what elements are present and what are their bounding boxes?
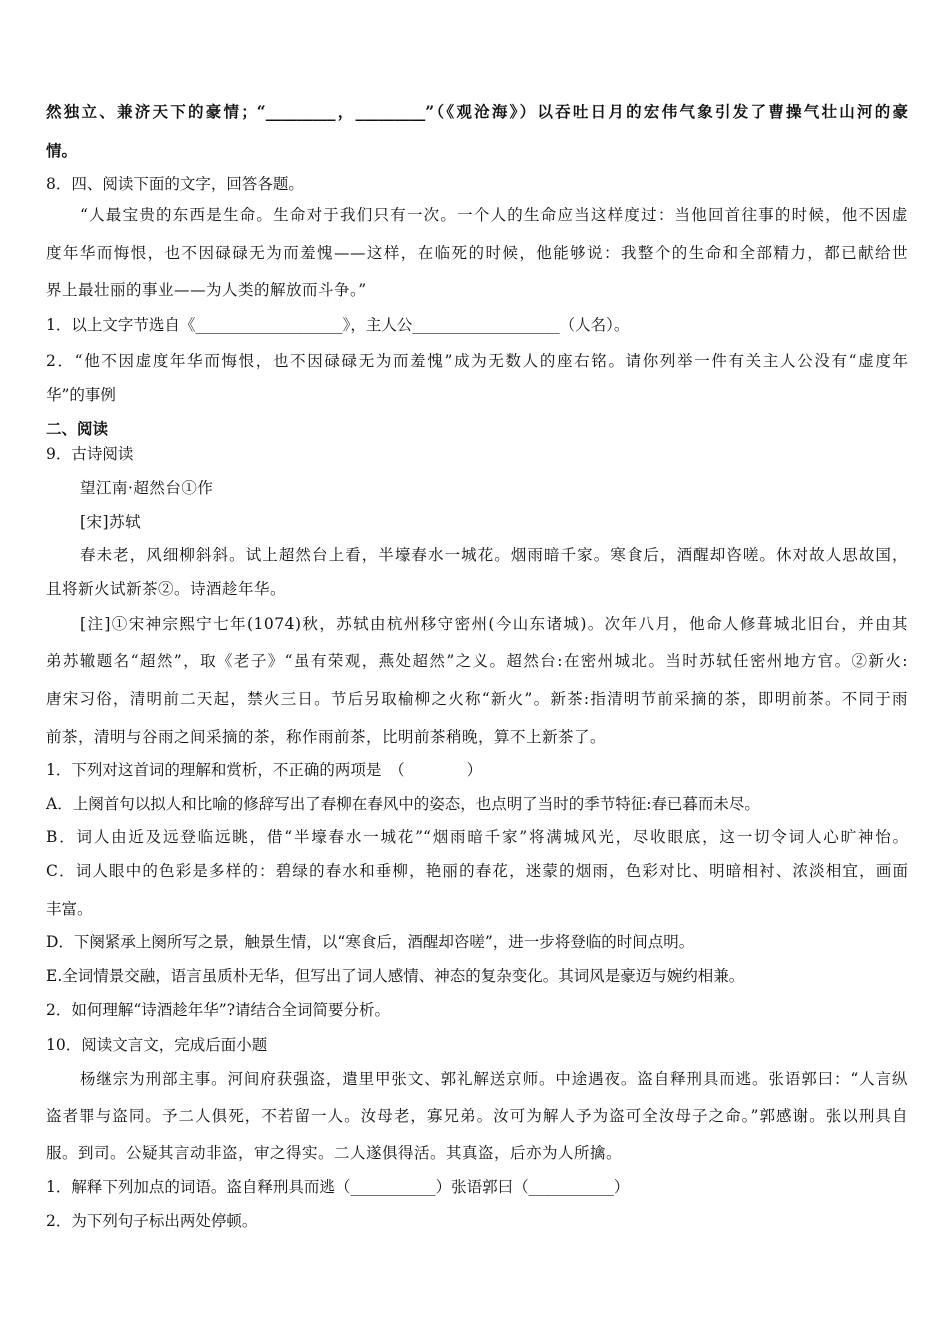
poem-line-1: 春未老，风细柳斜斜。试上超然台上看，半壕春水一城花。烟雨暗千家。寒食后，酒醒却咨嗟。休对故人思故国， xyxy=(80,546,908,564)
q9-option-a: A．上阕首句以拟人和比喻的修辞写出了春柳在春风中的姿态，也点明了当时的季节特征:春已暮而未尽。 xyxy=(46,795,760,813)
q10-passage-line-2: 盗者罪与盗同。予二人俱死，不若留一人。汝母老，寡兄弟。汝可为解人予为盗可全汝母子之命。”郭感谢。张以刑具自 xyxy=(46,1107,908,1125)
q10-passage-line-3: 服。到司。公疑其言动非盗，审之得实。二人遂俱得活。其真盗，后亦为人所擒。 xyxy=(46,1144,623,1162)
poem-line-2: 且将新火试新茶②。诗酒趁年华。 xyxy=(46,580,287,598)
q10-question-1: 1．解释下列加点的词语。盗自释刑具而逃（___________）张语郭曰（___________） xyxy=(46,1178,630,1196)
q10-passage-line-1: 杨继宗为刑部主事。河间府获强盗，遣里甲张文、郭礼解送京师。中途遇夜。盗自释刑具而逃。张语郭曰：“人言纵 xyxy=(80,1070,908,1088)
poem-note-line-3: 唐宋习俗，清明前二天起，禁火三日。节后另取榆柳之火称“新火”。新茶:指清明节前采摘的茶，即明前茶。不同于雨 xyxy=(46,690,908,708)
q10-question-2: 2．为下列句子标出两处停顿。 xyxy=(46,1212,258,1230)
q9-option-c-line-1: C．词人眼中的色彩是多样的：碧绿的春水和垂柳，艳丽的春花，迷蒙的烟雨，色彩对比、明暗相衬、浓淡相宜，画面 xyxy=(46,862,908,880)
q8-passage-line-2: 度年华而悔恨，也不因碌碌无为而羞愧——这样，在临死的时候，他能够说：我整个的生命和全部精力，都已献给世 xyxy=(46,244,908,262)
poem-note-line-2: 弟苏辙题名“超然”，取《老子》“虽有荣观，燕处超然”之义。超然台:在密州城北。当时苏轼任密州地方官。②新火: xyxy=(46,652,908,670)
q9-question-2: 2．如何理解“诗酒趁年华”?请结合全词简要分析。 xyxy=(46,1001,391,1019)
poem-note-line-1: [注]①宋神宗熙宁七年(1074)秋，苏轼由杭州移守密州(今山东诸城)。次年八月，他命人修葺城北旧台，并由其 xyxy=(80,615,908,633)
q10-title: 10．阅读文言文，完成后面小题 xyxy=(46,1036,268,1054)
q9-option-d: D．下阕紧承上阕所写之景，触景生情，以“寒食后，酒醒却咨嗟”，进一步将登临的时间点明。 xyxy=(46,933,695,951)
q7-tail-line-2: 情。 xyxy=(46,141,78,160)
q9-title: 9．古诗阅读 xyxy=(46,445,134,463)
q8-question-2-line-1: 2．“他不因虚度年华而悔恨，也不因碌碌无为而羞愧”成为无数人的座右铭。请你列举一件有关主人公没有“虚度年 xyxy=(46,352,908,370)
q9-question-1: 1．下列对这首词的理解和赏析，不正确的两项是 （ ） xyxy=(46,761,483,779)
section-heading-reading: 二、阅读 xyxy=(46,419,109,438)
q8-question-2-line-2: 华”的事例 xyxy=(46,386,116,404)
q8-title: 8．四、阅读下面的文字，回答各题。 xyxy=(46,175,304,193)
q8-question-1: 1．以上文字节选自《___________________》，主人公___________________（人名）。 xyxy=(46,316,630,334)
poem-note-line-4: 前茶，清明与谷雨之间采摘的茶，称作雨前茶，比明前茶稍晚，算不上新茶了。 xyxy=(46,728,607,746)
poem-title: 望江南·超然台①作 xyxy=(80,479,214,497)
q7-tail-line-1: 然独立、兼济天下的豪情；“_________，_________”（《观沧海》）以吞吐日月的宏伟气象引发了曹操气壮山河的豪 xyxy=(46,102,908,121)
q8-passage-line-3: 界上最壮丽的事业——为人类的解放而斗争。” xyxy=(46,281,367,299)
q8-passage-line-1: “人最宝贵的东西是生命。生命对于我们只有一次。一个人的生命应当这样度过：当他回首往事的时候，他不因虚 xyxy=(80,206,908,224)
q9-option-e: E.全词情景交融，语言虽质朴无华，但写出了词人感情、神态的复杂变化。其词风是豪迈与婉约相兼。 xyxy=(46,967,745,985)
poem-author: [宋]苏轼 xyxy=(80,513,142,531)
q9-option-c-line-2: 丰富。 xyxy=(46,900,93,918)
q9-option-b: B．词人由近及远登临远眺，借“半壕春水一城花”“烟雨暗千家”将满城风光，尽收眼底，这一切令词人心旷神怡。 xyxy=(46,828,908,846)
